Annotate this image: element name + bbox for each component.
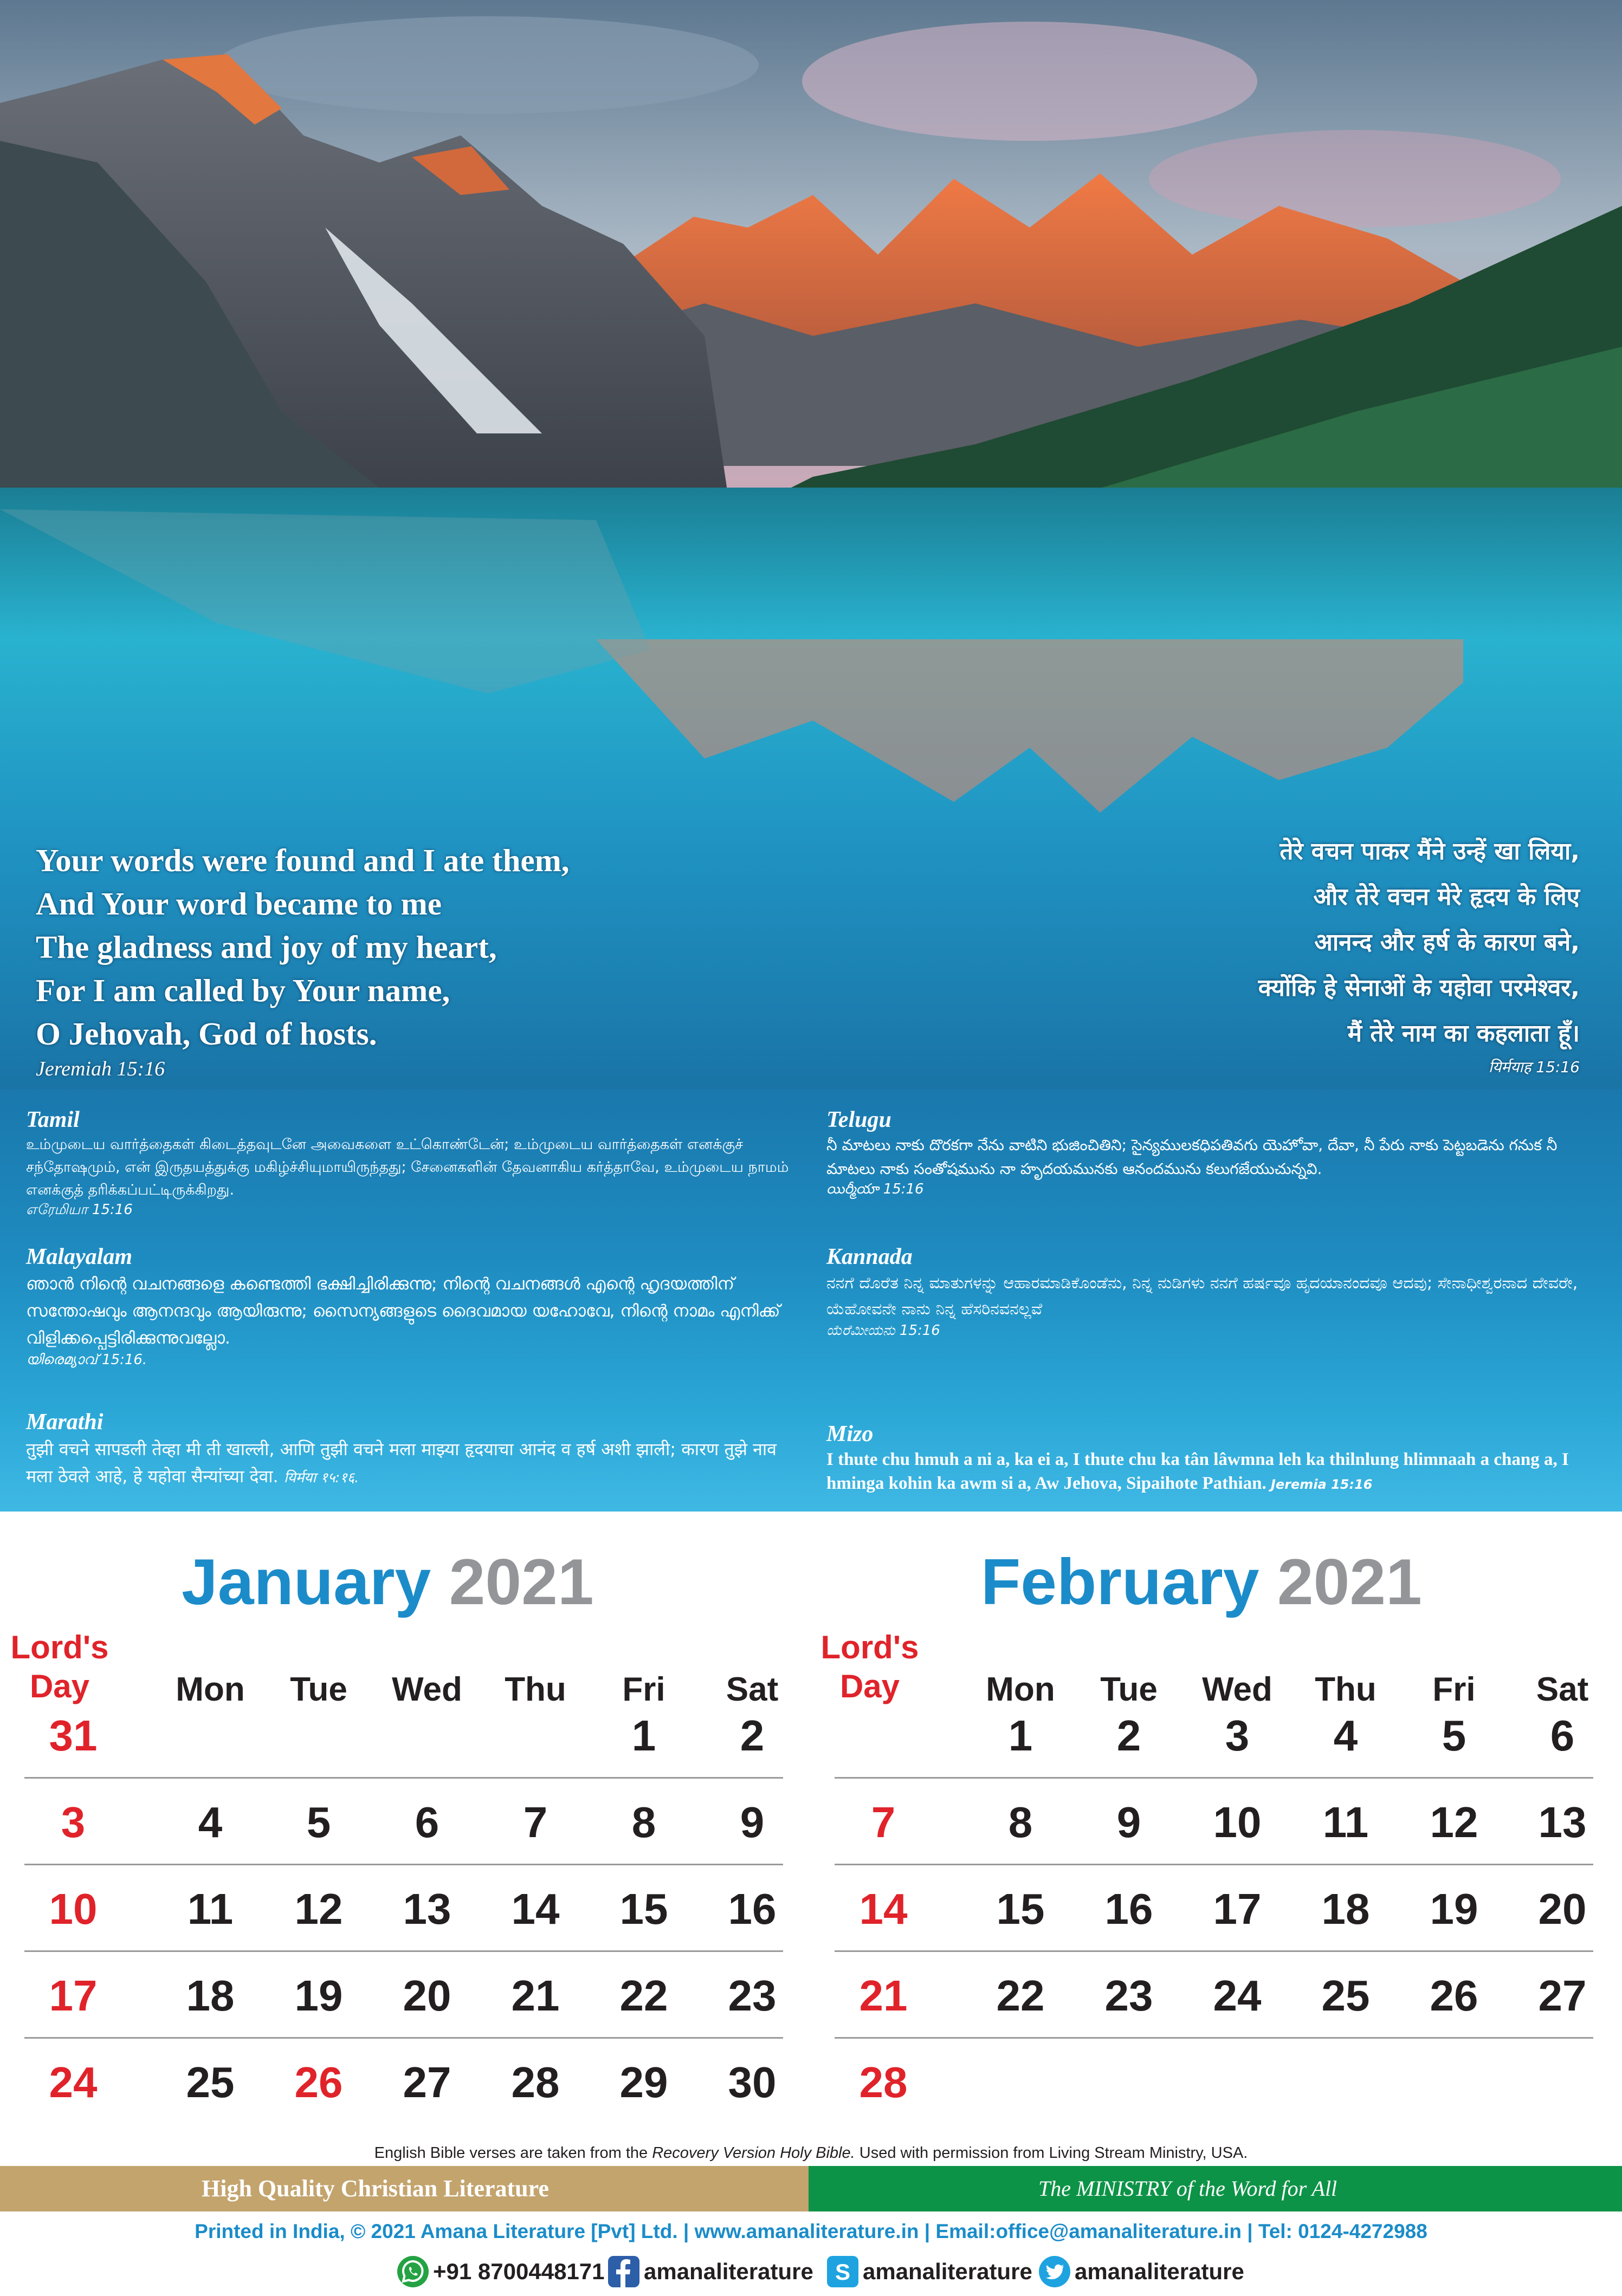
calendar-day: 18 xyxy=(186,1971,235,2020)
calendar-day: 31 xyxy=(49,1711,98,1760)
svg-text:S: S xyxy=(835,2259,851,2285)
weekday-header: Wed xyxy=(1202,1671,1272,1708)
language-verse-text: ഞാൻ നിന്റെ വചനങ്ങളെ കണ്ടെത്തി ഭക്ഷിച്ചിരിക്കുന്നു; നിന്റെ വചനങ്ങൾ എന്റെ ഹൃദയത്തിന് സന്തോഷവും ആനന്ദവും ആയിരുന്നു; സൈന്യങ്ങളുടെ ദൈവമായ യഹോവേ, നിന്റെ നാമം എനിക്ക് വിളിക്കപ്പെട്ടിരിക്കുന്നുവല്ലോ. xyxy=(26,1274,780,1348)
lords-day-label-line1: Lord's xyxy=(10,1629,109,1665)
calendar-day: 29 xyxy=(619,2058,668,2106)
credit-text: English Bible verses are taken from the xyxy=(374,2144,652,2162)
lords-day-label-line2: Day xyxy=(29,1668,90,1704)
hero-landscape-image xyxy=(0,0,1622,1089)
english-verse-reference: Jeremiah 15:16 xyxy=(36,1058,165,1080)
calendar-day: 3 xyxy=(61,1798,86,1846)
weekday-header: Wed xyxy=(392,1671,462,1708)
calendar-day: 23 xyxy=(1104,1971,1153,2020)
translation-tamil xyxy=(26,1106,796,1220)
calendar-day: 9 xyxy=(1116,1798,1141,1846)
week-divider xyxy=(24,2037,783,2039)
calendar-day: 11 xyxy=(187,1885,234,1933)
calendar-day: 1 xyxy=(1008,1711,1033,1760)
calendar-day: 5 xyxy=(306,1798,331,1846)
language-verse-text: నీ మాటలు నాకు దొరకగా నేను వాటిని భుజించితిని; సైన్యములకధిపతివగు యెహోవా, దేవా, నీ పేరు నాకు పెట్టబడెను గనుక నీ మాటలు నాకు సంతోషమును నా హృదయమునకు ఆనందమును కలుగజేయుచున్నవి. xyxy=(826,1136,1558,1178)
whatsapp-icon xyxy=(397,2256,429,2287)
calendar-day: 26 xyxy=(294,2058,343,2106)
hindi-verse-line: आनन्द और हर्ष के कारण बने, xyxy=(1314,929,1580,956)
calendar-day: 22 xyxy=(619,1971,668,2020)
banner-right xyxy=(809,2166,1622,2211)
social-facebook[interactable] xyxy=(608,2254,813,2289)
calendar-day: 12 xyxy=(1430,1798,1478,1846)
calendar-day: 20 xyxy=(1538,1885,1587,1933)
translation-marathi xyxy=(26,1409,796,1491)
banner-left-text: High Quality Christian Literature xyxy=(202,2175,549,2202)
month-title-january xyxy=(182,1547,594,1617)
language-name: Mizo xyxy=(826,1422,874,1447)
calendar-day: 21 xyxy=(859,1971,908,2020)
calendar-day: 25 xyxy=(1321,1971,1370,2020)
calendar-day: 8 xyxy=(631,1798,656,1846)
month-name: January xyxy=(182,1546,431,1618)
bible-version-credit xyxy=(0,2144,1622,2162)
language-verse-block xyxy=(826,1448,1596,1496)
calendar-day: 30 xyxy=(728,2058,777,2106)
skype-handle: amanaliterature xyxy=(863,2259,1032,2284)
banner-right-text: The MINISTRY of the Word for All xyxy=(1038,2176,1337,2201)
banner-left xyxy=(0,2166,809,2211)
language-name: Telugu xyxy=(826,1107,891,1132)
translations-panel xyxy=(0,1089,1622,1512)
weekday-header: Tue xyxy=(1100,1671,1158,1708)
language-name: Kannada xyxy=(826,1244,913,1269)
calendar-day: 28 xyxy=(511,2058,560,2106)
social-whatsapp[interactable] xyxy=(397,2254,605,2289)
translation-telugu xyxy=(826,1106,1585,1201)
weekday-header: Mon xyxy=(986,1671,1055,1708)
weekday-header: Thu xyxy=(1315,1671,1377,1708)
facebook-icon xyxy=(608,2256,639,2287)
calendar-day: 16 xyxy=(1104,1885,1153,1933)
weekday-header: Thu xyxy=(505,1671,566,1708)
english-verse xyxy=(36,839,569,1082)
calendar-day: 13 xyxy=(403,1885,451,1933)
translation-kannada xyxy=(826,1243,1585,1339)
lords-day-label-line2: Day xyxy=(839,1668,900,1704)
month-year: 2021 xyxy=(1277,1546,1422,1618)
language-verse-reference: యిర్మీయా 15:16 xyxy=(826,1181,924,1197)
calendar-day: 16 xyxy=(728,1885,777,1933)
week-divider xyxy=(835,2037,1593,2039)
calendar-day: 2 xyxy=(740,1711,765,1760)
skype-icon xyxy=(827,2256,858,2287)
calendar-day: 22 xyxy=(996,1971,1045,2020)
calendar-day: 24 xyxy=(49,2058,98,2106)
calendar-day: 9 xyxy=(740,1798,765,1846)
calendar-day: 26 xyxy=(1430,1971,1478,2020)
english-verse-line: And Your word became to me xyxy=(36,886,442,922)
english-verse-line: Your words were found and I ate them, xyxy=(36,842,570,878)
calendar-day: 5 xyxy=(1442,1711,1466,1760)
english-verse-line: The gladness and joy of my heart, xyxy=(36,929,497,965)
weekday-header: Tue xyxy=(290,1671,347,1708)
calendar-day: 2 xyxy=(1116,1711,1141,1760)
calendar-day: 17 xyxy=(49,1971,98,2020)
weekday-header: Mon xyxy=(176,1671,245,1708)
calendar-day: 3 xyxy=(1225,1711,1250,1760)
calendar-day: 7 xyxy=(871,1798,896,1846)
calendar-day: 6 xyxy=(1550,1711,1575,1760)
publisher-contact-line: Printed in India, © 2021 Amana Literature [Pvt] Ltd. | www.amanaliterature.in | Email:office@amanaliterature.in | Tel: 0124-4272988 xyxy=(195,2220,1427,2242)
calendar-day: 19 xyxy=(294,1971,343,2020)
language-verse-reference: यिर्मया १५:१६. xyxy=(283,1470,359,1486)
english-verse-line: For I am called by Your name, xyxy=(36,972,450,1008)
language-verse-block xyxy=(26,1436,796,1491)
calendar-day: 7 xyxy=(523,1798,548,1846)
language-name: Marathi xyxy=(26,1410,104,1435)
week-divider xyxy=(24,1950,783,1952)
calendar-day: 14 xyxy=(511,1885,560,1933)
calendar-day: 27 xyxy=(403,2058,451,2106)
calendar-day: 6 xyxy=(415,1798,440,1846)
calendar-day: 27 xyxy=(1538,1971,1587,2020)
calendar-day: 4 xyxy=(198,1798,223,1846)
translation-mizo xyxy=(826,1421,1596,1496)
calendar-day: 11 xyxy=(1322,1798,1369,1846)
calendar-day: 10 xyxy=(49,1885,98,1933)
facebook-handle: amanaliterature xyxy=(644,2259,813,2284)
translation-malayalam xyxy=(26,1243,796,1368)
month-title-february xyxy=(981,1547,1422,1617)
calendar-day: 14 xyxy=(859,1885,908,1933)
calendar-day: 23 xyxy=(728,1971,777,2020)
week-divider xyxy=(24,1777,783,1779)
calendar-day: 4 xyxy=(1333,1711,1358,1760)
credit-version-name: Recovery Version Holy Bible. xyxy=(652,2144,855,2162)
language-verse-text: ನನಗೆ ದೊರೆತ ನಿನ್ನ ಮಾತುಗಳನ್ನು ಆಹಾರಮಾಡಿಕೊಂಡೆನು, ನಿನ್ನ ನುಡಿಗಳು ನನಗೆ ಹರ್ಷವೂ ಹೃದಯಾನಂದವೂ ಆದವು; ಸೇನಾಧೀಶ್ವರನಾದ ದೇವರೇ, ಯೆಹೋವನೇ ನಾನು ನಿನ್ನ ಹೆಸರಿನವನಲ್ಲವೆ xyxy=(826,1274,1578,1319)
month-year: 2021 xyxy=(449,1546,594,1618)
language-verse-text: तुझी वचने सापडली तेव्हा मी ती खाल्ली, आणि तुझी वचने मला माझ्या हृदयाचा आनंद व हर्ष अशी झाली; कारण तुझे नाव मला ठेवले आहे, हे यहोवा सैन्यांच्या देवा. xyxy=(26,1439,777,1487)
week-divider xyxy=(835,1950,1593,1952)
language-verse-reference: ಯೆರೆಮೀಯನು 15:16 xyxy=(826,1322,940,1339)
week-divider xyxy=(835,1777,1593,1779)
english-verse-line: O Jehovah, God of hosts. xyxy=(36,1016,377,1052)
hindi-verse-reference: यिर्मयाह 15:16 xyxy=(1488,1058,1580,1076)
calendar-day: 24 xyxy=(1213,1971,1262,2020)
calendar-grid-february xyxy=(820,1628,1593,2143)
social-skype[interactable] xyxy=(827,2254,1032,2289)
calendar-day: 18 xyxy=(1321,1885,1370,1933)
language-name: Tamil xyxy=(26,1107,80,1132)
calendar-day: 1 xyxy=(631,1711,656,1760)
calendar-day: 20 xyxy=(403,1971,451,2020)
whatsapp-number: +91 8700448171 xyxy=(433,2259,605,2284)
lords-day-header xyxy=(3,1628,117,1706)
calendar-day: 25 xyxy=(186,2058,235,2106)
hindi-verse-line: मैं तेरे नाम का कहलाता हूँ। xyxy=(1347,1020,1580,1047)
calendar-day: 12 xyxy=(294,1885,343,1933)
weekday-header: Fri xyxy=(1432,1671,1476,1708)
calendar-day: 19 xyxy=(1430,1885,1478,1933)
calendar-grid-january xyxy=(10,1628,783,2143)
calendar-day: 8 xyxy=(1008,1798,1033,1846)
calendar-day: 28 xyxy=(859,2058,908,2106)
hindi-verse-line: और तेरे वचन मेरे हृदय के लिए xyxy=(1313,883,1580,911)
social-twitter[interactable] xyxy=(1039,2254,1244,2289)
language-verse-reference: எரேமியா 15:16 xyxy=(26,1202,133,1218)
calendar-day: 21 xyxy=(511,1971,560,2020)
calendar-day: 13 xyxy=(1538,1798,1587,1846)
weekday-header: Fri xyxy=(622,1671,665,1708)
lords-day-header xyxy=(813,1628,927,1706)
hindi-verse xyxy=(1258,829,1580,1078)
language-verse-reference: Jeremia 15:16 xyxy=(1270,1477,1373,1492)
weekday-header: Sat xyxy=(726,1671,779,1708)
hindi-verse-line: क्योंकि हे सेनाओं के यहोवा परमेश्वर, xyxy=(1258,974,1580,1002)
language-verse-text: I thute chu hmuh a ni a, ka ei a, I thute chu ka tân lâwmna leh ka thilnlung hlimnaah a chang a, I hminga kohin ka awm si a, Aw Jehova, Sipaihote Pathian. xyxy=(826,1450,1569,1493)
weekday-header: Sat xyxy=(1536,1671,1589,1708)
language-verse-reference: യിരെമ്യാവ് 15:16. xyxy=(26,1352,147,1368)
language-verse-text: உம்முடைய வார்த்தைகள் கிடைத்தவுடனே அவைகளை உட்கொண்டேன்; உம்முடைய வார்த்தைகள் எனக்குச் சந்தோஷமும், என் இருதயத்துக்கு மகிழ்ச்சியுமாயிருந்தது; சேனைகளின் தேவனாகிய கர்த்தாவே, உம்முடைய நாமம் எனக்குத் தரிக்கப்பட்டிருக்கிறது. xyxy=(26,1136,789,1198)
twitter-icon xyxy=(1039,2256,1070,2287)
lords-day-label-line1: Lord's xyxy=(820,1629,919,1665)
calendar-day: 15 xyxy=(619,1885,668,1933)
calendar-day: 10 xyxy=(1213,1798,1262,1846)
month-name: February xyxy=(981,1546,1259,1618)
week-divider xyxy=(24,1864,783,1865)
credit-text: Used with permission from Living Stream Ministry, USA. xyxy=(855,2144,1248,2162)
calendar-day: 15 xyxy=(996,1885,1045,1933)
hindi-verse-line: तेरे वचन पाकर मैंने उन्हें खा लिया, xyxy=(1279,838,1580,865)
language-name: Malayalam xyxy=(26,1244,132,1269)
week-divider xyxy=(835,1864,1593,1865)
twitter-handle: amanaliterature xyxy=(1075,2259,1244,2284)
calendar-day: 17 xyxy=(1213,1885,1262,1933)
